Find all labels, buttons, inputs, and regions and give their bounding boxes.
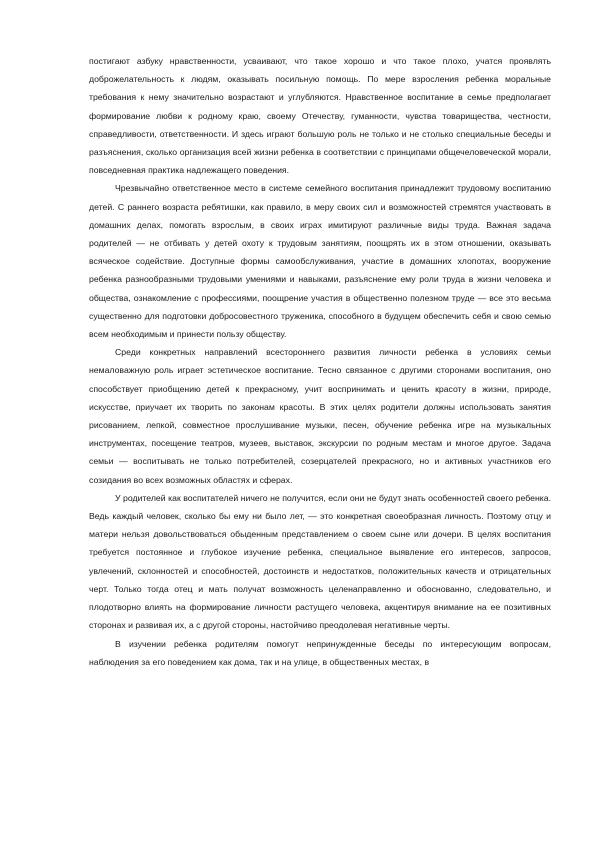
paragraph-4: У родителей как воспитателей ничего не получится, если они не будут знать особенностей своего ребенка. Ведь каждый человек, сколько бы ему ни было лет, — это конкретная своеобразная личность. Поэтому отцу и матери нельзя довольствоваться обыденным представлением о своем сыне или дочери. В целях воспитания требуется постоянное и глубокое изучение ребенка, специальное выявление его интересов, запросов, увлечений, склонностей и способностей, достоинств и недостатков, положительных качеств и отрицательных черт. Только тогда отец и мать получат возможность целенаправленно и обоснованно, следовательно, и плодотворно влиять на формирование личности растущего человека, акцентируя внимание на ее позитивных сторонах и развивая их, а с другой стороны, настойчиво преодолевая негативные черты.: [89, 492, 551, 631]
paragraph-1: постигают азбуку нравственности, усваивают, что такое хорошо и что такое плохо, учатся проявлять доброжелательность к людям, оказывать посильную помощь. По мере взросления ребенка моральные требования к нему значительно возрастают и углубляются. Нравственное воспитание в семье предполагает формирование любви к родному краю, своему Отечеству, гуманности, чувства товарищества, честности, справедливости, ответственности. И здесь играют большую роль не только и не столько специальные беседы и разъяснения, сколько организация всей жизни ребенка в соответствии с принципами общечеловеческой морали, повседневная практика надлежащего поведения.: [89, 56, 551, 176]
paragraph-2: Чрезвычайно ответственное место в системе семейного воспитания принадлежит трудовому воспитанию детей. С раннего возраста ребятишки, как правило, в меру своих сил и возможностей стремятся участвовать в домашних делах, помогать взрослым, в своих играх имитируют различные виды труда. Важная задача родителей — не отбивать у детей охоту к трудовым занятиям, поощрять их в этом отношении, оказывать всяческое содействие. Доступные формы самообслуживания, участие в домашних хлопотах, вооружение ребенка разнообразными трудовыми умениями и навыками, разъяснение ему роли труда в жизни человека и общества, ознакомление с профессиями, поощрение участия в общественно полезном труде — все это весьма существенно для подготовки добросовестного труженика, способного в будущем обеспечить себя и свою семью всем необходимым и принести пользу обществу.: [89, 183, 551, 340]
document-body: [89, 52, 551, 671]
paragraph-3: Среди конкретных направлений всестороннего развития личности ребенка в условиях семьи немаловажную роль играет эстетическое воспитание. Тесно связанное с другими сторонами воспитания, оно способствует приобщению детей к прекрасному, учит воспринимать и ценить красоту в жизни, природе, искусстве, приучает их творить по законам красоты. В этих целях родители должны использовать занятия рисованием, лепкой, совместное прослушивание музыки, песен, обучение ребенка игре на музыкальных инструментах, посещение театров, музеев, выставок, экскурсии по родным местам и многое другое. Задача семьи — воспитывать не только потребителей, созерцателей прекрасного, но и активных участников его созидания во всех возможных областях и сферах.: [89, 347, 551, 485]
paragraph-5: В изучении ребенка родителям помогут непринужденные беседы по интересующим вопросам, наблюдения за его поведением как дома, так и на улице, в общественных местах, в: [89, 638, 551, 667]
